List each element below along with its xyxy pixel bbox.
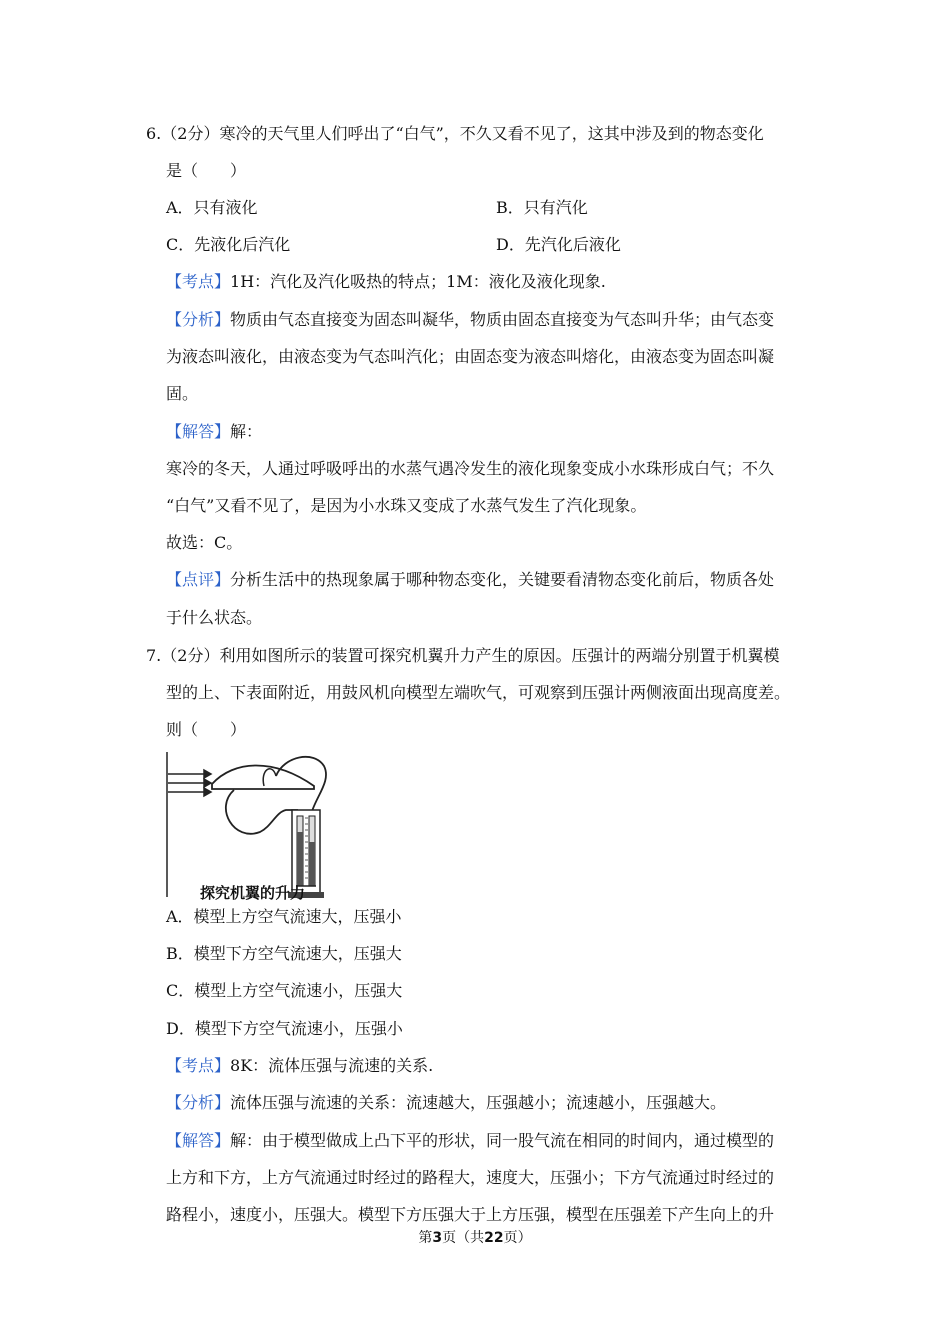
airflow-arrows bbox=[168, 770, 211, 796]
q7-jieda-line3: 路程小，速度小，压强大。模型下方压强大于上方压强，模型在压强差下产生向上的升 bbox=[166, 1205, 775, 1224]
q7-option-b: B．模型下方空气流速大，压强大 bbox=[166, 944, 402, 963]
q7-stem-line1: 7.（2分）利用如图所示的装置可探究机翼升力产生的原因。压强计的两端分别置于机翼模 bbox=[146, 646, 780, 665]
kaodian-text: 8K：流体压强与流速的关系. bbox=[230, 1056, 434, 1075]
jieda-tag: 【解答】 bbox=[166, 422, 231, 441]
q6-option-d: D．先汽化后液化 bbox=[496, 235, 621, 254]
q7-option-a: A．模型上方空气流速大，压强小 bbox=[166, 907, 402, 926]
q6-jieda bbox=[166, 422, 262, 442]
q6-option-b: B．只有汽化 bbox=[496, 198, 588, 217]
footer-pre: 第 bbox=[418, 1230, 433, 1246]
q6-option-c: C．先液化后汽化 bbox=[166, 235, 291, 254]
q6-option-a: A．只有液化 bbox=[166, 198, 258, 217]
q6-stem-line1: 6.（2分）寒冷的天气里人们呼出了“白气”，不久又看不见了，这其中涉及到的物态变化 bbox=[146, 124, 764, 143]
q6-fenxi-line3: 固。 bbox=[166, 384, 199, 403]
figure-caption: 探究机翼的升力 bbox=[200, 884, 306, 902]
fenxi-tag: 【分析】 bbox=[166, 1093, 231, 1112]
q7-stem-line2: 型的上、下表面附近，用鼓风机向模型左端吹气，可观察到压强计两侧液面出现高度差。 bbox=[166, 683, 791, 702]
q6-choice: 故选：C。 bbox=[166, 533, 243, 552]
total-pages: 22 bbox=[484, 1230, 504, 1246]
fenxi-text: 流体压强与流速的关系：流速越大，压强越小；流速越小，压强越大。 bbox=[230, 1093, 727, 1112]
dianping-text-line1: 分析生活中的热现象属于哪种物态变化，关键要看清物态变化前后，物质各处 bbox=[230, 570, 775, 589]
q7-stem-line3: 则（ ） bbox=[166, 720, 247, 739]
kaodian-tag: 【考点】 bbox=[166, 272, 231, 291]
fenxi-tag: 【分析】 bbox=[166, 310, 231, 329]
q6-kaodian bbox=[166, 272, 606, 292]
page-footer bbox=[0, 1227, 950, 1247]
jieda-head: 解： bbox=[230, 422, 263, 441]
q7-kaodian bbox=[166, 1056, 433, 1076]
q6-jieda-line2: “白气”又看不见了，是因为小水珠又变成了水蒸气发生了汽化现象。 bbox=[166, 496, 647, 515]
q6-fenxi bbox=[166, 310, 774, 330]
q7-jieda bbox=[166, 1131, 774, 1151]
dianping-tag: 【点评】 bbox=[166, 570, 231, 589]
q7-jieda-line2: 上方和下方，上方气流通过时经过的路程大，速度大，压强小；下方气流通过时经过的 bbox=[166, 1168, 775, 1187]
q7-option-c: C．模型上方空气流速小，压强大 bbox=[166, 981, 403, 1000]
q7-fenxi bbox=[166, 1093, 726, 1113]
q6-dianping-line2: 于什么状态。 bbox=[166, 608, 263, 627]
page-number: 3 bbox=[432, 1230, 443, 1246]
footer-mid: 页（共 bbox=[442, 1230, 485, 1246]
jieda-text-line1: 解：由于模型做成上凸下平的形状，同一股气流在相同的时间内，通过模型的 bbox=[230, 1131, 775, 1150]
fenxi-text-line1: 物质由气态直接变为固态叫凝华，物质由固态直接变为气态叫升华；由气态变 bbox=[230, 310, 775, 329]
kaodian-text: 1H：汽化及汽化吸热的特点；1M：液化及液化现象. bbox=[230, 272, 606, 291]
q6-dianping bbox=[166, 570, 774, 590]
q7-option-d: D．模型下方空气流速小，压强小 bbox=[166, 1019, 403, 1038]
q6-stem-line2: 是（ ） bbox=[166, 161, 247, 180]
q6-fenxi-line2: 为液态叫液化，由液态变为气态叫汽化；由固态变为液态叫熔化，由液态变为固态叫凝 bbox=[166, 347, 775, 366]
jieda-tag: 【解答】 bbox=[166, 1131, 231, 1150]
footer-post: 页） bbox=[503, 1230, 532, 1246]
kaodian-tag: 【考点】 bbox=[166, 1056, 231, 1075]
q6-jieda-line1: 寒冷的冬天，人通过呼吸呼出的水蒸气遇冷发生的液化现象变成小水珠形成白气；不久 bbox=[166, 459, 775, 478]
